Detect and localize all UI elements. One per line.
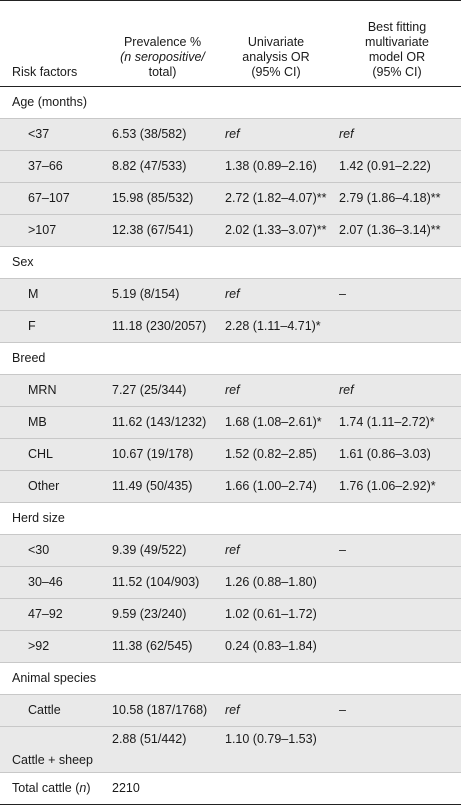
- multivariate-cell: [333, 727, 461, 773]
- table-row: [0, 183, 461, 215]
- table-row: [0, 535, 461, 567]
- table-row: [0, 695, 461, 727]
- total-value: 2210: [106, 773, 219, 805]
- empty-cell: [333, 773, 461, 805]
- prevalence-cell: 7.27 (25/344): [106, 375, 219, 407]
- total-label: Total cattle (n): [0, 773, 106, 805]
- multivariate-cell: ref: [333, 375, 461, 407]
- univariate-cell: 1.02 (0.61–1.72): [219, 599, 333, 631]
- univariate-cell: ref: [219, 535, 333, 567]
- table-row: [0, 375, 461, 407]
- factor-cell: >107: [0, 215, 106, 247]
- multivariate-cell: 2.07 (1.36–3.14)**: [333, 215, 461, 247]
- empty-cell: [219, 773, 333, 805]
- prevalence-cell: 9.39 (49/522): [106, 535, 219, 567]
- header-univariate: Univariate analysis OR (95% CI): [219, 1, 333, 87]
- table-row: [0, 599, 461, 631]
- univariate-cell: 1.52 (0.82–2.85): [219, 439, 333, 471]
- univariate-cell: 1.10 (0.79–1.53): [219, 727, 333, 773]
- group-row-animal-species: [0, 663, 461, 695]
- table-row: [0, 407, 461, 439]
- table-row: [0, 567, 461, 599]
- factor-cell: Cattle: [0, 695, 106, 727]
- prevalence-cell: 11.18 (230/2057): [106, 311, 219, 343]
- prevalence-cell: 6.53 (38/582): [106, 119, 219, 151]
- prevalence-cell: 10.58 (187/1768): [106, 695, 219, 727]
- univariate-cell: ref: [219, 695, 333, 727]
- univariate-cell: 1.68 (1.08–2.61)*: [219, 407, 333, 439]
- prevalence-cell: 10.67 (19/178): [106, 439, 219, 471]
- group-label: Animal species: [0, 663, 461, 695]
- factor-cell: 30–46: [0, 567, 106, 599]
- prevalence-cell: 11.38 (62/545): [106, 631, 219, 663]
- prevalence-cell: 9.59 (23/240): [106, 599, 219, 631]
- factor-cell: 67–107: [0, 183, 106, 215]
- factor-cell: Other: [0, 471, 106, 503]
- multivariate-cell: [333, 311, 461, 343]
- univariate-cell: ref: [219, 375, 333, 407]
- univariate-cell: 1.66 (1.00–2.74): [219, 471, 333, 503]
- univariate-cell: 1.26 (0.88–1.80): [219, 567, 333, 599]
- factor-cell: >92: [0, 631, 106, 663]
- group-row-breed: [0, 343, 461, 375]
- group-row-age: [0, 87, 461, 119]
- prevalence-cell: 8.82 (47/533): [106, 151, 219, 183]
- univariate-cell: ref: [219, 119, 333, 151]
- univariate-cell: 1.38 (0.89–2.16): [219, 151, 333, 183]
- factor-cell: <37: [0, 119, 106, 151]
- table-row: [0, 727, 461, 773]
- prevalence-cell: 2.88 (51/442): [106, 727, 219, 773]
- group-label: Sex: [0, 247, 461, 279]
- multivariate-cell: –: [333, 535, 461, 567]
- multivariate-cell: –: [333, 279, 461, 311]
- table-row: [0, 439, 461, 471]
- table-row: [0, 311, 461, 343]
- multivariate-cell: [333, 567, 461, 599]
- prevalence-cell: 5.19 (8/154): [106, 279, 219, 311]
- table-row: [0, 215, 461, 247]
- factor-cell: MRN: [0, 375, 106, 407]
- total-row: [0, 773, 461, 805]
- factor-cell: 47–92: [0, 599, 106, 631]
- univariate-cell: 2.02 (1.33–3.07)**: [219, 215, 333, 247]
- multivariate-cell: 1.74 (1.11–2.72)*: [333, 407, 461, 439]
- table-row: [0, 119, 461, 151]
- prevalence-cell: 11.49 (50/435): [106, 471, 219, 503]
- factor-cell: CHL: [0, 439, 106, 471]
- prevalence-cell: 11.52 (104/903): [106, 567, 219, 599]
- factor-cell: M: [0, 279, 106, 311]
- factor-cell: 37–66: [0, 151, 106, 183]
- multivariate-cell: –: [333, 695, 461, 727]
- factor-cell: <30: [0, 535, 106, 567]
- header-prevalence: Prevalence % (n seropositive/ total): [106, 1, 219, 87]
- group-label: Breed: [0, 343, 461, 375]
- univariate-cell: ref: [219, 279, 333, 311]
- table-row: [0, 279, 461, 311]
- factor-cell: F: [0, 311, 106, 343]
- multivariate-cell: [333, 599, 461, 631]
- multivariate-cell: 1.42 (0.91–2.22): [333, 151, 461, 183]
- multivariate-cell: 1.76 (1.06–2.92)*: [333, 471, 461, 503]
- prevalence-cell: 12.38 (67/541): [106, 215, 219, 247]
- group-row-herd-size: [0, 503, 461, 535]
- table-header-row: [0, 1, 461, 87]
- group-label: Herd size: [0, 503, 461, 535]
- factor-cell: Cattle + sheep: [0, 727, 106, 773]
- header-multivariate: Best fitting multivariate model OR (95% CI): [333, 1, 461, 87]
- multivariate-cell: ref: [333, 119, 461, 151]
- univariate-cell: 0.24 (0.83–1.84): [219, 631, 333, 663]
- header-risk-factors: Risk factors: [0, 1, 106, 87]
- prevalence-cell: 15.98 (85/532): [106, 183, 219, 215]
- univariate-cell: 2.28 (1.11–4.71)*: [219, 311, 333, 343]
- factor-cell: MB: [0, 407, 106, 439]
- table-row: [0, 471, 461, 503]
- prevalence-cell: 11.62 (143/1232): [106, 407, 219, 439]
- group-label: Age (months): [0, 87, 461, 119]
- group-row-sex: [0, 247, 461, 279]
- univariate-cell: 2.72 (1.82–4.07)**: [219, 183, 333, 215]
- multivariate-cell: [333, 631, 461, 663]
- multivariate-cell: 1.61 (0.86–3.03): [333, 439, 461, 471]
- multivariate-cell: 2.79 (1.86–4.18)**: [333, 183, 461, 215]
- table-row: [0, 631, 461, 663]
- table-row: [0, 151, 461, 183]
